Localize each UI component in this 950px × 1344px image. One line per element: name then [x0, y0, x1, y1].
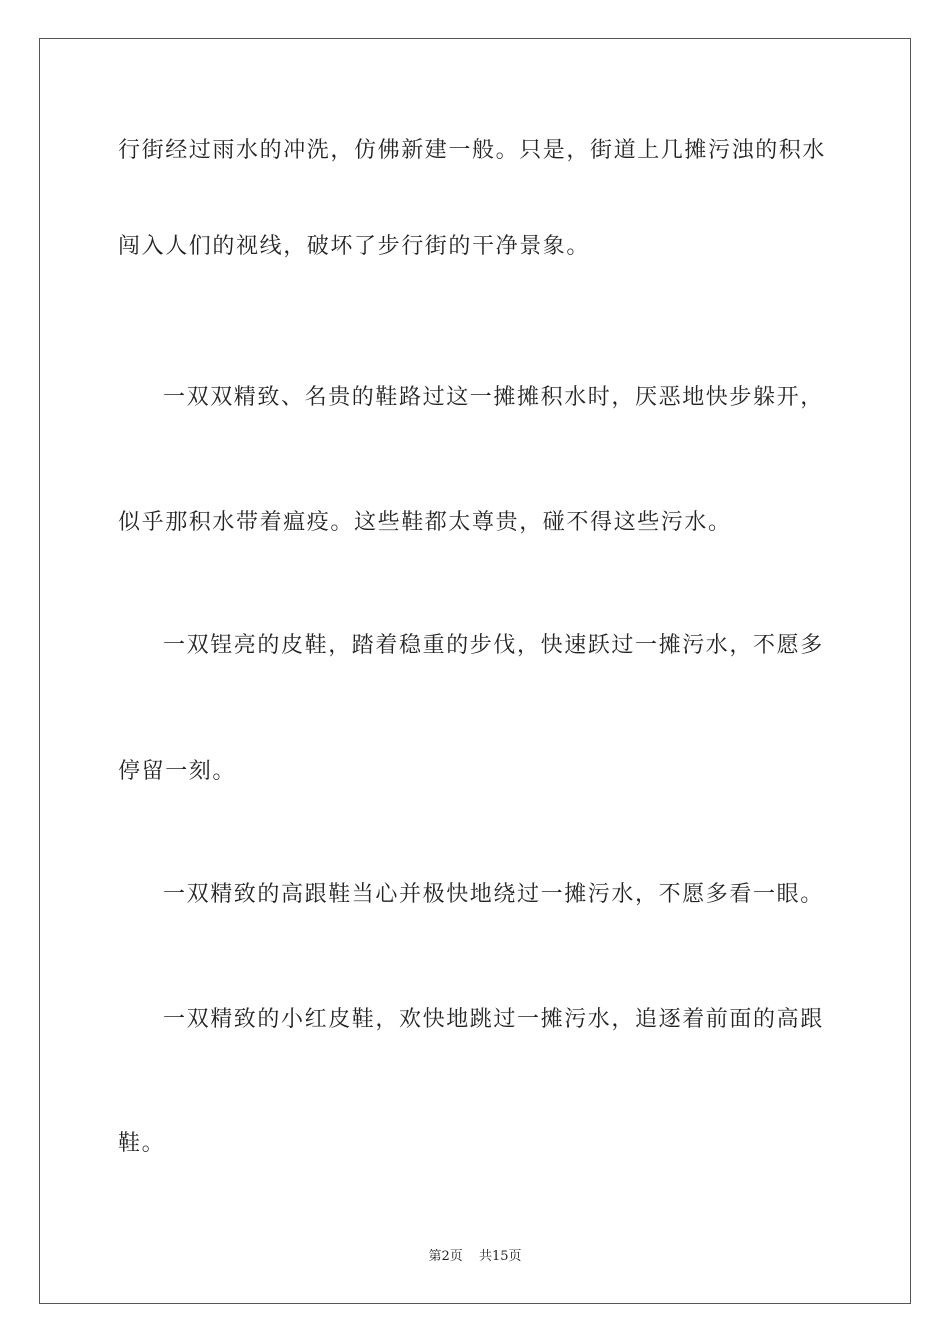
page-footer	[0, 1248, 950, 1266]
paragraph-first-line: 一双锃亮的皮鞋，踏着稳重的步伐，快速跃过一摊污水，不愿多	[163, 633, 824, 658]
paragraph-first-line: 一双精致的小红皮鞋，欢快地跳过一摊污水，追逐着前面的高跟	[163, 1007, 824, 1032]
text-line: 行街经过雨水的冲洗，仿佛新建一般。只是，街道上几摊污浊的积水	[118, 138, 827, 163]
paragraph-first-line: 一双精致的高跟鞋当心并极快地绕过一摊污水，不愿多看一眼。	[163, 882, 824, 907]
page-total: 共15页	[478, 1249, 522, 1264]
text-line: 停留一刻。	[118, 759, 237, 784]
page-border	[39, 38, 911, 1304]
page-number: 第2页	[428, 1249, 463, 1264]
text-line: 闯入人们的视线，破坏了步行街的干净景象。	[118, 234, 591, 259]
text-line: 鞋。	[118, 1131, 166, 1156]
text-line: 似乎那积水带着瘟疫。这些鞋都太尊贵，碰不得这些污水。	[118, 510, 732, 535]
paragraph-first-line: 一双双精致、名贵的鞋路过这一摊摊积水时，厌恶地快步躲开，	[163, 385, 824, 410]
